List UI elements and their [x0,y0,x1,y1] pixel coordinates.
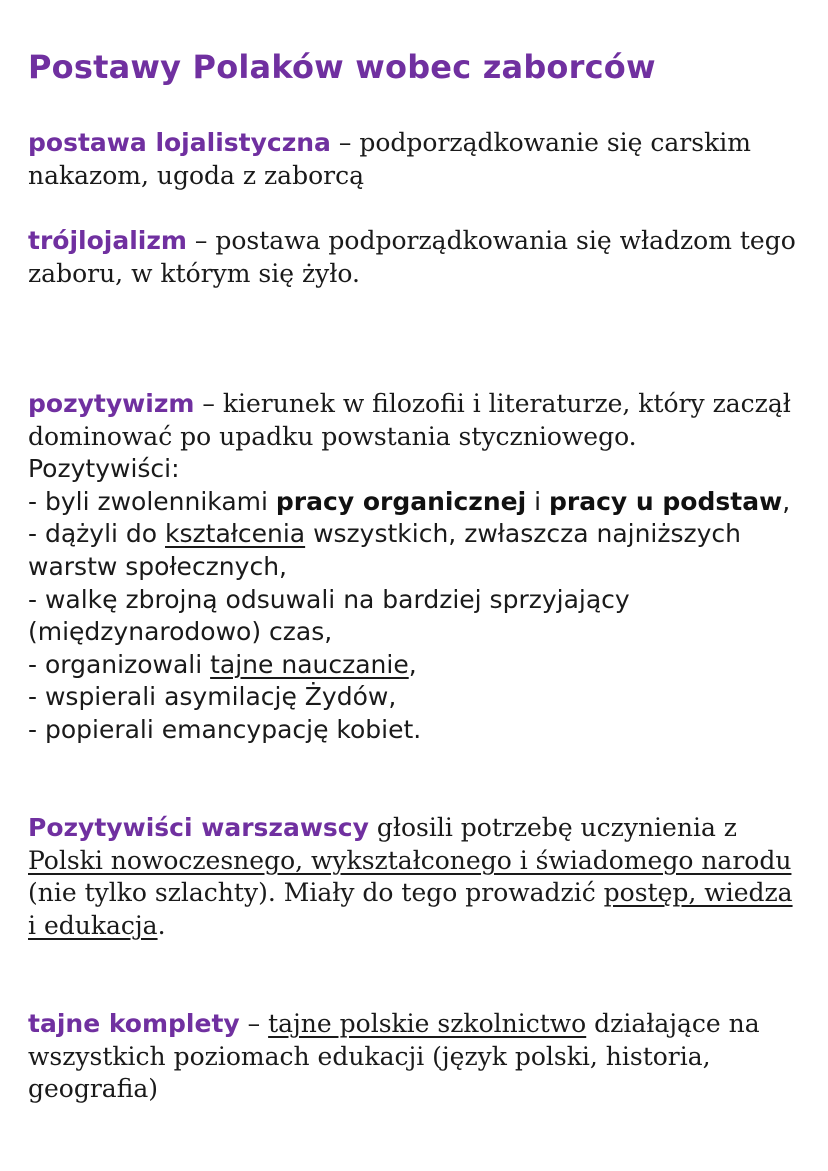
pozytywizm-intro [28,388,808,453]
bold-phrase: pracy organicznej [275,486,527,516]
paragraph-warszawscy [28,812,808,942]
definition-warszawscy-cont: (nie tylko szlachty). Miały do tego prowadzić [28,878,604,908]
list-item-text: i [526,486,549,516]
term-komplety: tajne komplety [28,1009,240,1038]
list-item [28,486,808,519]
list-item [28,518,808,583]
list-item-text: , [782,486,791,516]
term-trojlojalizm: trójlojalizm [28,226,187,255]
underlined-phrase: kształcenia [165,519,306,549]
paragraph-trojlojalizm [28,225,808,290]
definition-lojalizm: – podporządkowanie się carskim nakazom, ugoda z zaborcą [28,128,751,190]
definition-warszawscy-end: . [157,910,166,940]
list-item-text: , [408,649,417,679]
definition-trojlojalizm: – postawa podporządkowania się władzom tego zaboru, w którym się żyło. [28,226,796,288]
page-title: Postawy Polaków wobec zaborców [28,48,656,86]
list-item: - popierali emancypację kobiet. [28,714,422,744]
list-item-text: - organizowali [28,649,211,679]
bold-phrase: pracy u podstaw [549,486,783,516]
paragraph-lojalizm [28,127,808,192]
underlined-phrase: tajne polskie szkolnictwo [268,1009,587,1038]
dash: – [239,1009,269,1038]
underlined-phrase: postęp, wiedza i edukacja [28,878,793,940]
definition-warszawscy: głosili potrzebę uczynienia z [368,813,737,842]
term-warszawscy: Pozytywiści warszawscy [28,813,369,842]
term-lojalizm: postawa lojalistyczna [28,128,331,157]
definition-komplety: działające na wszystkich poziomach edukacji (język polski, historia, geografia) [28,1009,760,1104]
list-item [28,649,808,682]
list-item-text: - dążyli do [28,519,166,549]
list-item-text: - byli zwolennikami [28,486,276,516]
term-pozytywizm: pozytywizm [28,389,195,418]
pozytywisci-header: Pozytywiści: [28,454,180,484]
list-item: - wspierali asymilację Żydów, [28,682,397,712]
definition-pozytywizm: – kierunek w filozofii i literaturze, który zaczął dominować po upadku powstania styczniowego. [28,389,791,451]
paragraph-komplety [28,1008,808,1106]
list-item-text: wszystkich, zwłaszcza najniższych warstw społecznych, [28,519,742,581]
paragraph-pozytywizm [28,388,808,747]
list-item: - walkę zbrojną odsuwali na bardziej sprzyjający (międzynarodowo) czas, [28,584,630,647]
underlined-phrase: Polski nowoczesnego, wykształconego i świadomego narodu [28,845,792,875]
underlined-phrase: tajne nauczanie [210,649,409,679]
